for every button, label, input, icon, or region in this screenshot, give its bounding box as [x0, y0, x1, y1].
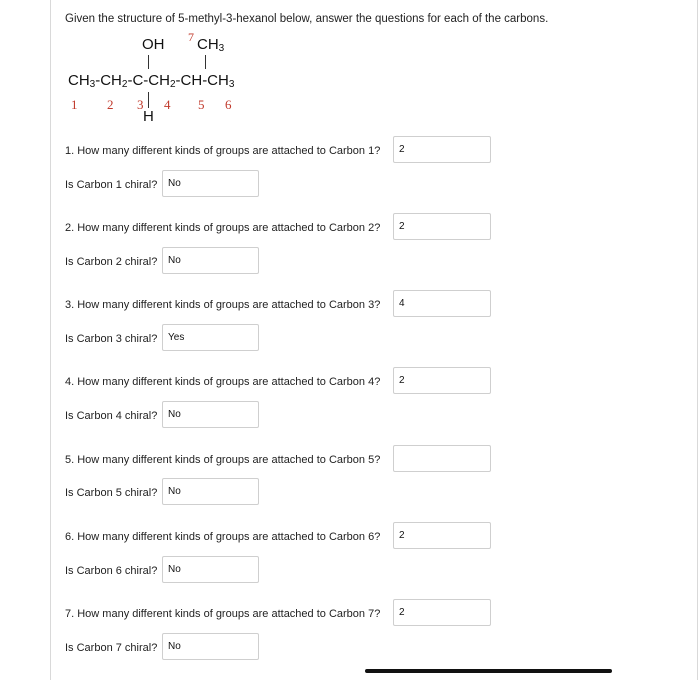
carbon-6-number: 6: [225, 97, 232, 112]
groups-answer-7[interactable]: 2: [393, 599, 491, 626]
oh-label: OH: [142, 36, 165, 53]
groups-answer-3[interactable]: 4: [393, 290, 491, 317]
chiral-question-4: Is Carbon 4 chiral?: [65, 410, 158, 422]
chiral-answer-1[interactable]: No: [162, 170, 259, 197]
h-bond: [148, 92, 149, 108]
chiral-answer-3[interactable]: Yes: [162, 324, 259, 351]
methyl-bond: [205, 55, 206, 69]
chiral-question-5: Is Carbon 5 chiral?: [65, 487, 158, 499]
groups-answer-6[interactable]: 2: [393, 522, 491, 549]
carbon-4-number: 4: [164, 97, 171, 112]
h-label: H: [143, 108, 154, 125]
chiral-answer-6[interactable]: No: [162, 556, 259, 583]
groups-answer-5[interactable]: [393, 445, 491, 472]
groups-question-1: 1. How many different kinds of groups are attached to Carbon 1?: [65, 145, 381, 157]
chiral-question-7: Is Carbon 7 chiral?: [65, 642, 158, 654]
chiral-answer-2[interactable]: No: [162, 247, 259, 274]
chiral-answer-5[interactable]: No: [162, 478, 259, 505]
groups-answer-1[interactable]: 2: [393, 136, 491, 163]
carbon-7-number: 7: [188, 30, 194, 44]
groups-question-4: 4. How many different kinds of groups are attached to Carbon 4?: [65, 376, 381, 388]
carbon-5-number: 5: [198, 97, 205, 112]
groups-question-2: 2. How many different kinds of groups are attached to Carbon 2?: [65, 222, 381, 234]
oh-bond: [148, 55, 149, 69]
ch3-branch-label: $CH_3$: [197, 36, 225, 54]
chiral-question-1: Is Carbon 1 chiral?: [65, 179, 158, 191]
groups-question-6: 6. How many different kinds of groups are attached to Carbon 6?: [65, 531, 381, 543]
chiral-answer-4[interactable]: No: [162, 401, 259, 428]
groups-question-7: 7. How many different kinds of groups are attached to Carbon 7?: [65, 608, 381, 620]
main-chain-label: $CH_3-CH_2-C-CH_2-CH-CH_3$: [68, 72, 235, 90]
chiral-answer-7[interactable]: No: [162, 633, 259, 660]
carbon-2-number: 2: [107, 97, 114, 112]
groups-answer-4[interactable]: 2: [393, 367, 491, 394]
horizontal-scrollbar[interactable]: [365, 669, 612, 673]
question-intro: Given the structure of 5-methyl-3-hexanol below, answer the questions for each of the carbons.: [65, 13, 549, 25]
chiral-question-3: Is Carbon 3 chiral?: [65, 333, 158, 345]
chiral-question-6: Is Carbon 6 chiral?: [65, 565, 158, 577]
carbon-1-number: 1: [71, 97, 78, 112]
groups-answer-2[interactable]: 2: [393, 213, 491, 240]
groups-question-3: 3. How many different kinds of groups are attached to Carbon 3?: [65, 299, 381, 311]
groups-question-5: 5. How many different kinds of groups are attached to Carbon 5?: [65, 454, 381, 466]
carbon-3-number: 3: [137, 97, 144, 112]
chiral-question-2: Is Carbon 2 chiral?: [65, 256, 158, 268]
